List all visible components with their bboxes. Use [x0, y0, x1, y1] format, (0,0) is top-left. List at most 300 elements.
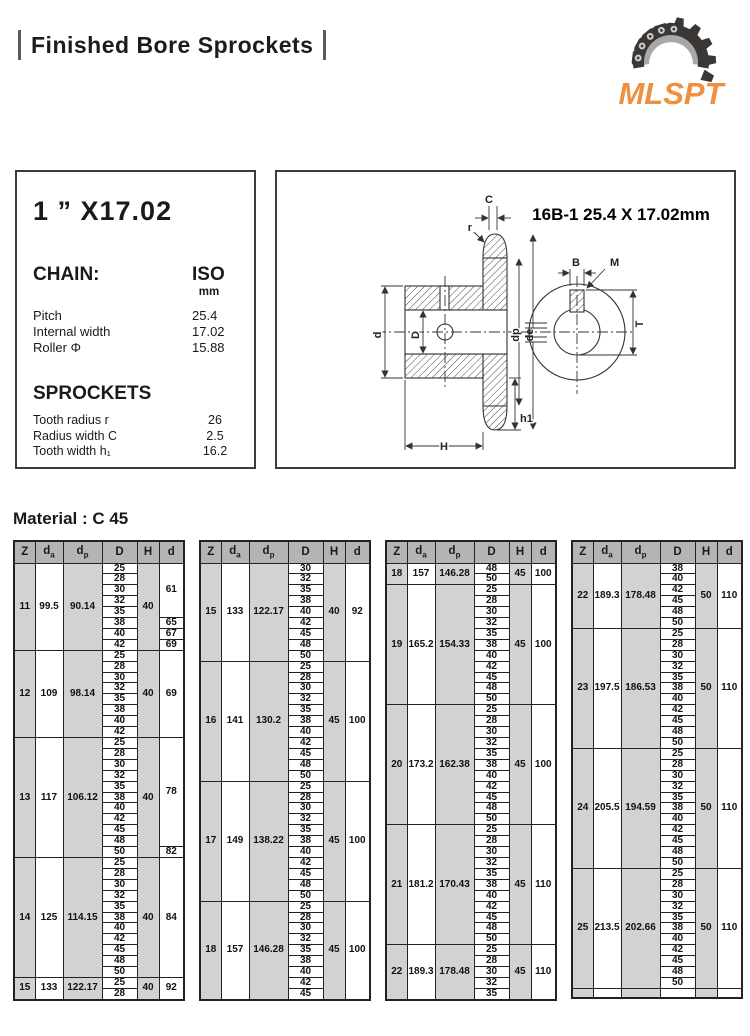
column-header-da: $d_a$ — [221, 541, 249, 563]
D-cell: 45 — [474, 792, 509, 803]
d-cell: 61 — [159, 563, 184, 618]
D-cell: 35 — [102, 694, 137, 705]
D-cell: 42 — [660, 705, 695, 716]
d-cell: 110 — [531, 945, 556, 1000]
da-cell: 189.3 — [407, 945, 435, 1000]
D-cell: 30 — [288, 563, 323, 574]
table-row — [572, 748, 742, 759]
z-cell: 20 — [386, 705, 407, 825]
D-cell: 38 — [288, 956, 323, 967]
z-cell: 15 — [200, 563, 221, 661]
D-cell: 45 — [288, 748, 323, 759]
column-header-d: d — [717, 541, 742, 563]
table-row — [14, 650, 184, 661]
da-cell: 157 — [407, 563, 435, 585]
D-cell: 35 — [102, 607, 137, 618]
column-header-D: D — [474, 541, 509, 563]
da-cell: 173.2 — [407, 705, 435, 825]
D-cell: 25 — [102, 738, 137, 749]
D-cell: 42 — [660, 585, 695, 596]
D-cell: 25 — [660, 868, 695, 879]
H-cell — [695, 988, 717, 998]
dp-cell: 146.28 — [249, 901, 288, 1000]
D-cell: 42 — [102, 814, 137, 825]
D-cell: 25 — [102, 977, 137, 988]
D-cell: 50 — [474, 934, 509, 945]
sprocket-table-1 — [13, 540, 185, 1001]
H-cell: 40 — [137, 857, 159, 977]
D-cell: 28 — [102, 868, 137, 879]
z-cell: 17 — [200, 781, 221, 901]
sprocket-tables — [13, 540, 743, 1001]
table-row — [200, 661, 370, 672]
sprocket-drawing — [277, 172, 734, 467]
column-header-d: d — [531, 541, 556, 563]
da-cell: 109 — [35, 650, 63, 737]
z-cell: 24 — [572, 748, 593, 868]
D-cell: 32 — [660, 901, 695, 912]
D-cell: 40 — [660, 814, 695, 825]
H-cell: 50 — [695, 628, 717, 748]
D-cell: 45 — [474, 672, 509, 683]
D-cell: 30 — [660, 770, 695, 781]
D-cell: 42 — [660, 825, 695, 836]
column-header-H: H — [323, 541, 345, 563]
D-cell: 38 — [102, 705, 137, 716]
D-cell: 30 — [102, 879, 137, 890]
column-header-dp: $d_p$ — [63, 541, 102, 563]
H-cell: 40 — [137, 738, 159, 858]
dp-cell: 178.48 — [621, 563, 660, 628]
spec-value: 16.2 — [202, 444, 228, 458]
D-cell — [660, 988, 695, 998]
D-cell: 30 — [660, 650, 695, 661]
D-cell: 42 — [474, 781, 509, 792]
column-header-H: H — [695, 541, 717, 563]
D-cell: 32 — [288, 574, 323, 585]
d-cell: 67 — [159, 628, 184, 639]
d-cell: 110 — [531, 825, 556, 945]
D-cell: 50 — [660, 738, 695, 749]
column-header-H: H — [137, 541, 159, 563]
spec-value: 2.5 — [206, 428, 224, 443]
D-cell: 48 — [474, 563, 509, 574]
sprocket-table-4 — [571, 540, 743, 999]
z-cell: 14 — [14, 857, 35, 977]
H-cell: 45 — [509, 563, 531, 585]
z-cell: 22 — [572, 563, 593, 628]
d-cell: 78 — [159, 738, 184, 847]
D-cell: 38 — [660, 803, 695, 814]
table-row — [200, 901, 370, 912]
D-cell: 32 — [474, 977, 509, 988]
D-cell: 38 — [288, 596, 323, 607]
D-cell: 28 — [102, 748, 137, 759]
D-cell: 38 — [660, 563, 695, 574]
D-cell: 25 — [102, 857, 137, 868]
D-cell: 32 — [102, 890, 137, 901]
D-cell: 40 — [474, 770, 509, 781]
D-cell: 32 — [102, 770, 137, 781]
table-row — [14, 563, 184, 574]
D-cell: 42 — [474, 661, 509, 672]
D-cell: 40 — [474, 890, 509, 901]
z-cell: 13 — [14, 738, 35, 858]
D-cell: 28 — [102, 988, 137, 999]
z-cell: 11 — [14, 563, 35, 650]
D-cell: 50 — [288, 650, 323, 661]
spec-label: Radius width C — [33, 428, 118, 443]
D-cell: 38 — [474, 639, 509, 650]
D-cell: 25 — [474, 945, 509, 956]
D-cell: 35 — [660, 672, 695, 683]
D-cell: 48 — [660, 607, 695, 618]
standard-unit: mm — [198, 286, 220, 298]
column-header-D: D — [288, 541, 323, 563]
D-cell: 48 — [660, 847, 695, 858]
standard-name: ISO — [192, 264, 225, 285]
dp-cell: 154.33 — [435, 585, 474, 705]
spec-label: Tooth width h₁ — [33, 444, 111, 458]
sprockets-section-label: SPROCKETS — [33, 383, 152, 404]
D-cell: 40 — [102, 803, 137, 814]
D-cell: 40 — [474, 650, 509, 661]
spec-value: 17.02 — [192, 324, 225, 339]
D-cell: 48 — [102, 956, 137, 967]
spec-label: Internal width — [33, 324, 111, 339]
D-cell: 42 — [102, 639, 137, 650]
D-cell: 30 — [474, 727, 509, 738]
D-cell: 35 — [102, 781, 137, 792]
D-cell: 38 — [660, 683, 695, 694]
dp-cell: 202.66 — [621, 868, 660, 988]
da-cell: 149 — [221, 781, 249, 901]
D-cell: 25 — [474, 825, 509, 836]
H-cell: 40 — [323, 563, 345, 661]
D-cell: 50 — [474, 694, 509, 705]
spec-label: Tooth radius r — [33, 413, 109, 427]
z-cell: 19 — [386, 585, 407, 705]
D-cell: 42 — [288, 857, 323, 868]
da-cell: 189.3 — [593, 563, 621, 628]
D-cell: 35 — [474, 988, 509, 999]
chain-section-label: CHAIN: — [33, 264, 100, 285]
D-cell: 42 — [288, 977, 323, 988]
H-cell: 50 — [695, 868, 717, 988]
D-cell: 48 — [660, 727, 695, 738]
d-cell: 92 — [159, 977, 184, 999]
z-cell: 25 — [572, 868, 593, 988]
d-cell: 82 — [159, 847, 184, 858]
D-cell: 28 — [474, 596, 509, 607]
column-header-dp: $d_p$ — [435, 541, 474, 563]
D-cell: 30 — [660, 890, 695, 901]
D-cell: 32 — [474, 857, 509, 868]
z-cell: 18 — [200, 901, 221, 1000]
spec-row-radius-width — [33, 429, 238, 445]
table-row — [572, 563, 742, 574]
H-cell: 45 — [509, 945, 531, 1000]
D-cell: 42 — [102, 727, 137, 738]
D-cell: 35 — [474, 628, 509, 639]
D-cell: 42 — [288, 738, 323, 749]
D-cell: 48 — [474, 803, 509, 814]
D-cell: 32 — [288, 694, 323, 705]
da-cell: 141 — [221, 661, 249, 781]
D-cell: 40 — [102, 923, 137, 934]
D-cell: 28 — [102, 661, 137, 672]
H-cell: 45 — [323, 661, 345, 781]
spec-row-roller — [33, 340, 238, 356]
da-cell: 213.5 — [593, 868, 621, 988]
D-cell: 48 — [288, 759, 323, 770]
dp-cell: 90.14 — [63, 563, 102, 650]
d-cell: 69 — [159, 639, 184, 650]
spec-value: 15.88 — [192, 340, 225, 355]
D-cell: 32 — [660, 661, 695, 672]
D-cell: 50 — [660, 977, 695, 988]
D-cell: 25 — [288, 781, 323, 792]
H-cell: 45 — [509, 585, 531, 705]
page-title: Finished Bore Sprockets — [31, 31, 314, 58]
D-cell: 28 — [288, 672, 323, 683]
da-cell: 117 — [35, 738, 63, 858]
d-cell: 110 — [717, 628, 742, 748]
da-cell: 133 — [35, 977, 63, 999]
H-cell: 40 — [137, 977, 159, 999]
D-cell: 28 — [474, 836, 509, 847]
da-cell: 99.5 — [35, 563, 63, 650]
d-cell: 100 — [345, 661, 370, 781]
D-cell: 25 — [660, 748, 695, 759]
column-header-d: d — [345, 541, 370, 563]
D-cell: 50 — [102, 967, 137, 978]
da-cell: 165.2 — [407, 585, 435, 705]
d-cell: 69 — [159, 650, 184, 737]
d-cell: 92 — [345, 563, 370, 661]
drawing-title: 16B-1 25.4 X 17.02mm — [532, 205, 710, 224]
D-cell: 50 — [660, 857, 695, 868]
column-header-Z: Z — [14, 541, 35, 563]
D-cell: 32 — [102, 596, 137, 607]
logo-text: MLSPT — [618, 76, 724, 110]
table-row — [572, 628, 742, 639]
D-cell: 40 — [288, 967, 323, 978]
table-row — [14, 857, 184, 868]
dp-cell: 138.22 — [249, 781, 288, 901]
D-cell: 40 — [102, 628, 137, 639]
page-header — [18, 30, 326, 60]
D-cell: 32 — [660, 781, 695, 792]
d-cell: 100 — [531, 563, 556, 585]
D-cell: 45 — [660, 596, 695, 607]
D-cell: 50 — [288, 890, 323, 901]
da-cell: 205.5 — [593, 748, 621, 868]
D-cell: 30 — [474, 967, 509, 978]
column-header-Z: Z — [200, 541, 221, 563]
spec-row-tooth-width — [33, 444, 238, 460]
z-cell: 21 — [386, 825, 407, 945]
z-cell: 18 — [386, 563, 407, 585]
d-cell: 110 — [717, 868, 742, 988]
D-cell: 30 — [102, 672, 137, 683]
D-cell: 25 — [474, 705, 509, 716]
da-cell: 157 — [221, 901, 249, 1000]
D-cell: 40 — [288, 727, 323, 738]
dp-cell: 162.38 — [435, 705, 474, 825]
D-cell: 40 — [660, 694, 695, 705]
D-cell: 38 — [102, 618, 137, 629]
dp-cell: 178.48 — [435, 945, 474, 1000]
D-cell: 42 — [288, 618, 323, 629]
column-header-H: H — [509, 541, 531, 563]
table-row — [386, 705, 556, 716]
D-cell: 32 — [288, 814, 323, 825]
D-cell: 35 — [102, 901, 137, 912]
D-cell: 48 — [288, 639, 323, 650]
D-cell: 45 — [474, 912, 509, 923]
D-cell: 35 — [288, 945, 323, 956]
table-row — [14, 738, 184, 749]
table-row — [386, 825, 556, 836]
title-divider-left — [18, 30, 21, 60]
title-divider-right — [323, 30, 326, 60]
dim-label-B: B — [572, 257, 580, 269]
table-row — [386, 585, 556, 596]
dim-label-T: T — [634, 320, 646, 328]
D-cell: 42 — [660, 945, 695, 956]
d-cell: 84 — [159, 857, 184, 977]
table-row — [200, 781, 370, 792]
spec-label: Roller Φ — [33, 340, 81, 355]
dp-cell: 98.14 — [63, 650, 102, 737]
table-row — [14, 977, 184, 988]
D-cell: 28 — [288, 792, 323, 803]
D-cell: 25 — [660, 628, 695, 639]
dp-cell: 186.53 — [621, 628, 660, 748]
dp-cell: 114.15 — [63, 857, 102, 977]
D-cell: 45 — [660, 716, 695, 727]
column-header-da: $d_a$ — [407, 541, 435, 563]
D-cell: 25 — [102, 563, 137, 574]
table-row — [386, 563, 556, 574]
table-row — [572, 988, 742, 998]
dim-label-D: D — [410, 331, 422, 339]
D-cell: 35 — [288, 705, 323, 716]
dp-cell — [621, 988, 660, 998]
dp-cell: 146.28 — [435, 563, 474, 585]
dp-cell: 106.12 — [63, 738, 102, 858]
H-cell: 50 — [695, 748, 717, 868]
H-cell: 45 — [509, 705, 531, 825]
D-cell: 32 — [288, 934, 323, 945]
table-row — [200, 563, 370, 574]
D-cell: 45 — [102, 945, 137, 956]
da-cell: 125 — [35, 857, 63, 977]
d-cell: 100 — [531, 585, 556, 705]
D-cell: 40 — [660, 934, 695, 945]
spec-label: Pitch — [33, 308, 62, 323]
table-row — [572, 868, 742, 879]
D-cell: 50 — [474, 814, 509, 825]
D-cell: 28 — [474, 716, 509, 727]
D-cell: 28 — [660, 639, 695, 650]
table-row — [386, 945, 556, 956]
D-cell: 48 — [660, 967, 695, 978]
D-cell: 50 — [660, 618, 695, 629]
H-cell: 40 — [137, 650, 159, 737]
dim-label-C: C — [485, 194, 493, 206]
D-cell: 48 — [474, 683, 509, 694]
material-label: Material : C 45 — [13, 509, 129, 528]
z-cell: 22 — [386, 945, 407, 1000]
D-cell: 30 — [288, 683, 323, 694]
sprocket-chain-logo-icon — [604, 14, 738, 110]
D-cell: 38 — [102, 912, 137, 923]
D-cell: 50 — [102, 847, 137, 858]
D-cell: 42 — [474, 901, 509, 912]
dp-cell: 122.17 — [63, 977, 102, 999]
D-cell: 35 — [660, 912, 695, 923]
D-cell: 30 — [288, 923, 323, 934]
D-cell: 32 — [102, 683, 137, 694]
D-cell: 48 — [288, 879, 323, 890]
z-cell: 16 — [200, 661, 221, 781]
dim-label-r: r — [467, 222, 472, 234]
D-cell: 45 — [102, 825, 137, 836]
D-cell: 38 — [474, 879, 509, 890]
D-cell: 42 — [102, 934, 137, 945]
dim-label-d: d — [372, 331, 384, 339]
D-cell: 35 — [474, 868, 509, 879]
D-cell: 25 — [288, 901, 323, 912]
column-header-da: $d_a$ — [593, 541, 621, 563]
D-cell: 28 — [102, 574, 137, 585]
size-title: 1 ” X17.02 — [33, 196, 173, 226]
spec-row-tooth-radius — [33, 413, 238, 429]
column-header-D: D — [660, 541, 695, 563]
dp-cell: 170.43 — [435, 825, 474, 945]
D-cell: 25 — [288, 661, 323, 672]
D-cell: 28 — [474, 956, 509, 967]
D-cell: 38 — [660, 923, 695, 934]
sprocket-table-2 — [199, 540, 371, 1001]
dim-label-de: de — [524, 328, 536, 342]
da-cell: 181.2 — [407, 825, 435, 945]
column-header-d: d — [159, 541, 184, 563]
sprocket-table-3 — [385, 540, 557, 1001]
company-logo — [604, 14, 738, 110]
D-cell: 30 — [102, 585, 137, 596]
H-cell: 45 — [509, 825, 531, 945]
z-cell: 12 — [14, 650, 35, 737]
dim-label-H: H — [440, 441, 448, 453]
D-cell: 32 — [474, 618, 509, 629]
D-cell: 28 — [288, 912, 323, 923]
z-cell — [572, 988, 593, 998]
column-header-dp: $d_p$ — [621, 541, 660, 563]
dp-cell: 122.17 — [249, 563, 288, 661]
D-cell: 45 — [660, 836, 695, 847]
D-cell: 30 — [288, 803, 323, 814]
D-cell: 38 — [474, 759, 509, 770]
D-cell: 48 — [102, 836, 137, 847]
da-cell: 133 — [221, 563, 249, 661]
column-header-da: $d_a$ — [35, 541, 63, 563]
D-cell: 45 — [288, 628, 323, 639]
D-cell: 28 — [660, 759, 695, 770]
D-cell: 50 — [474, 574, 509, 585]
